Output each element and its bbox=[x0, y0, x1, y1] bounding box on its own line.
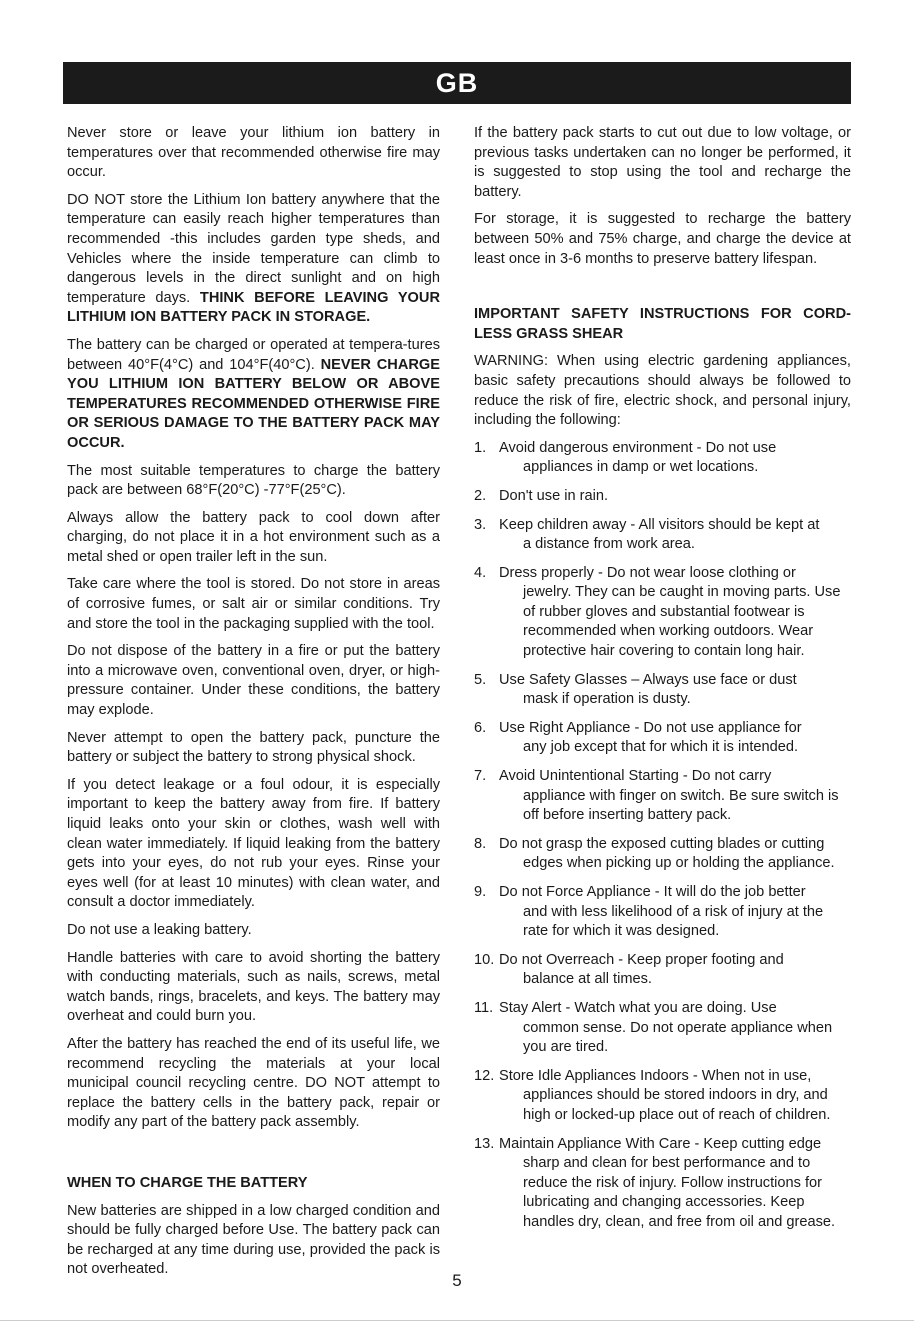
list-item-first-line: Use Safety Glasses – Always use face or dust bbox=[499, 671, 797, 688]
list-item-text bbox=[499, 951, 851, 990]
list-item-continuation: appliances should be stored indoors in dry, and high or locked-up place out of reach of children. bbox=[523, 1087, 831, 1123]
list-item-text bbox=[499, 516, 851, 555]
paragraph: Never attempt to open the battery pack, puncture the battery or subject the battery to strong physical shock. bbox=[67, 729, 440, 766]
list-item-first-line: Do not grasp the exposed cutting blades or cutting bbox=[499, 835, 825, 852]
list-item-number: 1. bbox=[474, 439, 487, 456]
section-header-bar bbox=[63, 62, 851, 104]
list-item bbox=[474, 671, 851, 710]
paragraph: If you detect leakage or a foul odour, it is especially important to keep the battery away from fire. If battery liquid leaks onto your skin or clothes, wash well with clean water immediately. If liquid leaking from the battery gets into your eyes, do not rub your eyes. Rinse your eyes well (for at least 10 minutes) with clean water, and consult a doctor immediately. bbox=[67, 776, 440, 911]
list-item-text bbox=[499, 564, 851, 662]
list-item-text bbox=[499, 999, 851, 1058]
list-item-first-line: Avoid dangerous environment - Do not use bbox=[499, 439, 777, 456]
left-column bbox=[67, 124, 440, 1288]
list-item-continuation: mask if operation is dusty. bbox=[523, 691, 691, 708]
list-item-continuation: balance at all times. bbox=[523, 971, 652, 988]
paragraph: The most suitable temperatures to charge the battery pack are between 68°F(20°C) -77°F(25°C). bbox=[67, 462, 440, 499]
list-item bbox=[474, 1135, 851, 1233]
list-item-text bbox=[499, 719, 851, 758]
list-item-continuation: common sense. Do not operate appliance when you are tired. bbox=[523, 1019, 833, 1056]
list-item-text bbox=[499, 767, 851, 826]
list-item-first-line: Use Right Appliance - Do not use appliance for bbox=[499, 719, 802, 736]
list-item-first-line: Store Idle Appliances Indoors - When not in use, bbox=[499, 1067, 812, 1084]
spacer bbox=[67, 1141, 440, 1174]
list-item-first-line: Stay Alert - Watch what you are doing. Use bbox=[499, 999, 777, 1016]
list-item bbox=[474, 719, 851, 758]
paragraph bbox=[67, 191, 440, 328]
safety-instructions-list bbox=[474, 439, 851, 1233]
spacer bbox=[474, 277, 851, 305]
paragraph: Do not use a leaking battery. bbox=[67, 921, 252, 938]
list-item bbox=[474, 883, 851, 942]
paragraph: Do not dispose of the battery in a fire or put the battery into a microwave oven, conventional oven, dryer, or high-pressure container. Under these conditions, the battery may explode. bbox=[67, 643, 440, 719]
list-item-number: 3. bbox=[474, 516, 487, 533]
list-item-continuation: sharp and clean for best performance and to reduce the risk of injury. Follow instructions for lubricating and changing accessories. Keep handles dry, clean, and free from oil and grease. bbox=[523, 1155, 836, 1230]
list-item-continuation: a distance from work area. bbox=[523, 536, 695, 553]
paragraph bbox=[67, 336, 440, 454]
list-item bbox=[474, 439, 851, 478]
list-item-first-line: Do not Overreach - Keep proper footing and bbox=[499, 951, 784, 968]
list-item-continuation: any job except that for which it is intended. bbox=[523, 739, 799, 756]
list-item bbox=[474, 564, 851, 662]
list-item bbox=[474, 767, 851, 826]
paragraph: Always allow the battery pack to cool down after charging, do not place it in a hot environment such as a metal shed or open trailer left in the sun. bbox=[67, 509, 440, 565]
list-item-continuation: edges when picking up or holding the appliance. bbox=[523, 855, 835, 872]
warning-paragraph: WARNING: When using electric gardening appliances, basic safety precautions should always be followed to reduce the risk of fire, electric shock, and personal injury, including the following: bbox=[474, 353, 851, 429]
list-item-text bbox=[499, 835, 851, 874]
list-item-text bbox=[499, 487, 851, 507]
list-item-number: 13. bbox=[474, 1135, 495, 1152]
list-item-text bbox=[499, 883, 851, 942]
list-item-text bbox=[499, 671, 851, 710]
list-item-first-line: Avoid Unintentional Starting - Do not carry bbox=[499, 768, 772, 785]
list-item-continuation: appliances in damp or wet locations. bbox=[523, 459, 759, 476]
list-item-first-line: Maintain Appliance With Care - Keep cutting edge bbox=[499, 1135, 822, 1152]
list-item-number: 7. bbox=[474, 768, 487, 785]
paragraph: After the battery has reached the end of its useful life, we recommend recycling the materials at your local municipal council recycling centre. DO NOT attempt to replace the battery cells in the battery pack, repair or modify any part of the battery pack assembly. bbox=[67, 1035, 440, 1131]
list-item-first-line: Dress properly - Do not wear loose clothing or bbox=[499, 564, 796, 581]
list-item-number: 8. bbox=[474, 835, 487, 852]
list-item-number: 6. bbox=[474, 719, 487, 736]
list-item bbox=[474, 1067, 851, 1126]
paragraph: If the battery pack starts to cut out due to low voltage, or previous tasks undertaken can no longer be performed, it is suggested to stop using the tool and recharge the battery. bbox=[474, 125, 851, 200]
list-item-continuation: jewelry. They can be caught in moving parts. Use of rubber gloves and substantial footwear is recommended when working outdoors. Wear protective hair covering to contain long hair. bbox=[523, 584, 841, 660]
paragraph-emphasis: THINK BEFORE LEAVING YOUR LITHIUM ION BATTERY PACK IN STORAGE. bbox=[67, 289, 440, 326]
paragraph: Never store or leave your lithium ion battery in temperatures over that recommended otherwise fire may occur. bbox=[67, 125, 440, 181]
safety-section-heading: IMPORTANT SAFETY INSTRUCTIONS FOR CORD-LESS GRASS SHEAR bbox=[474, 306, 851, 342]
list-item-continuation: and with less likelihood of a risk of injury at the rate for which it was designed. bbox=[523, 903, 824, 940]
list-item-text bbox=[499, 1067, 851, 1126]
list-item-number: 9. bbox=[474, 884, 487, 900]
list-item-number: 12. bbox=[474, 1067, 495, 1084]
list-item-number: 2. bbox=[474, 487, 487, 504]
charge-section-heading: WHEN TO CHARGE THE BATTERY bbox=[67, 1174, 308, 1191]
list-item bbox=[474, 835, 851, 874]
list-item-text bbox=[499, 1135, 851, 1233]
paragraph: Take care where the tool is stored. Do not store in areas of corrosive fumes, or salt air or similar conditions. Try and store the tool in the packaging supplied with the tool. bbox=[67, 576, 440, 632]
paragraph: New batteries are shipped in a low charged condition and should be fully charged before Use. The battery pack can be recharged at any time during use, provided the pack is not overheated. bbox=[67, 1202, 440, 1278]
list-item-first-line: Do not Force Appliance - It will do the job better bbox=[499, 884, 806, 900]
paragraph-emphasis: NEVER CHARGE YOU LITHIUM ION BATTERY BELOW OR ABOVE TEMPERATURES RECOMMENDED OTHERWISE FIRE OR SERIOUS DAMAGE TO THE BATTERY PACK MAY OCCUR. bbox=[67, 356, 441, 451]
list-item-first-line: Keep children away - All visitors should be kept at bbox=[499, 516, 820, 533]
right-column bbox=[474, 124, 851, 1242]
list-item-continuation: appliance with finger on switch. Be sure switch is off before inserting battery pack. bbox=[523, 787, 839, 824]
list-item bbox=[474, 516, 851, 555]
bottom-divider bbox=[0, 1320, 914, 1321]
list-item-number: 4. bbox=[474, 564, 487, 581]
list-item-number: 10. bbox=[474, 951, 495, 968]
paragraph: For storage, it is suggested to recharge the battery between 50% and 75% charge, and charge the device at least once in 3-6 months to preserve battery lifespan. bbox=[474, 211, 851, 267]
list-item bbox=[474, 999, 851, 1058]
section-header-label: GB bbox=[435, 67, 479, 98]
list-item bbox=[474, 487, 851, 507]
list-item-text bbox=[499, 439, 851, 478]
list-item-number: 5. bbox=[474, 671, 487, 688]
page-number: 5 bbox=[452, 1271, 462, 1290]
paragraph: Handle batteries with care to avoid shorting the battery with conducting materials, such as nails, screws, metal watch bands, rings, bracelets, and keys. The battery may overheat and could burn you. bbox=[67, 949, 440, 1025]
paragraph-text: DO NOT store the Lithium Ion battery anywhere that the temperature can easily reach higher temperatures than recommended -this includes garden type sheds, and Vehicles where the inside temperature can climb to dangerous levels in the direct sunlight and on high temperature days. bbox=[67, 191, 440, 306]
list-item bbox=[474, 951, 851, 990]
list-item-number: 11. bbox=[474, 999, 494, 1016]
list-item-first-line: Don't use in rain. bbox=[499, 487, 609, 504]
paragraph-text: The battery can be charged or operated at tempera-tures between 40°F(4°C) and 104°F(40°C). bbox=[67, 336, 440, 373]
